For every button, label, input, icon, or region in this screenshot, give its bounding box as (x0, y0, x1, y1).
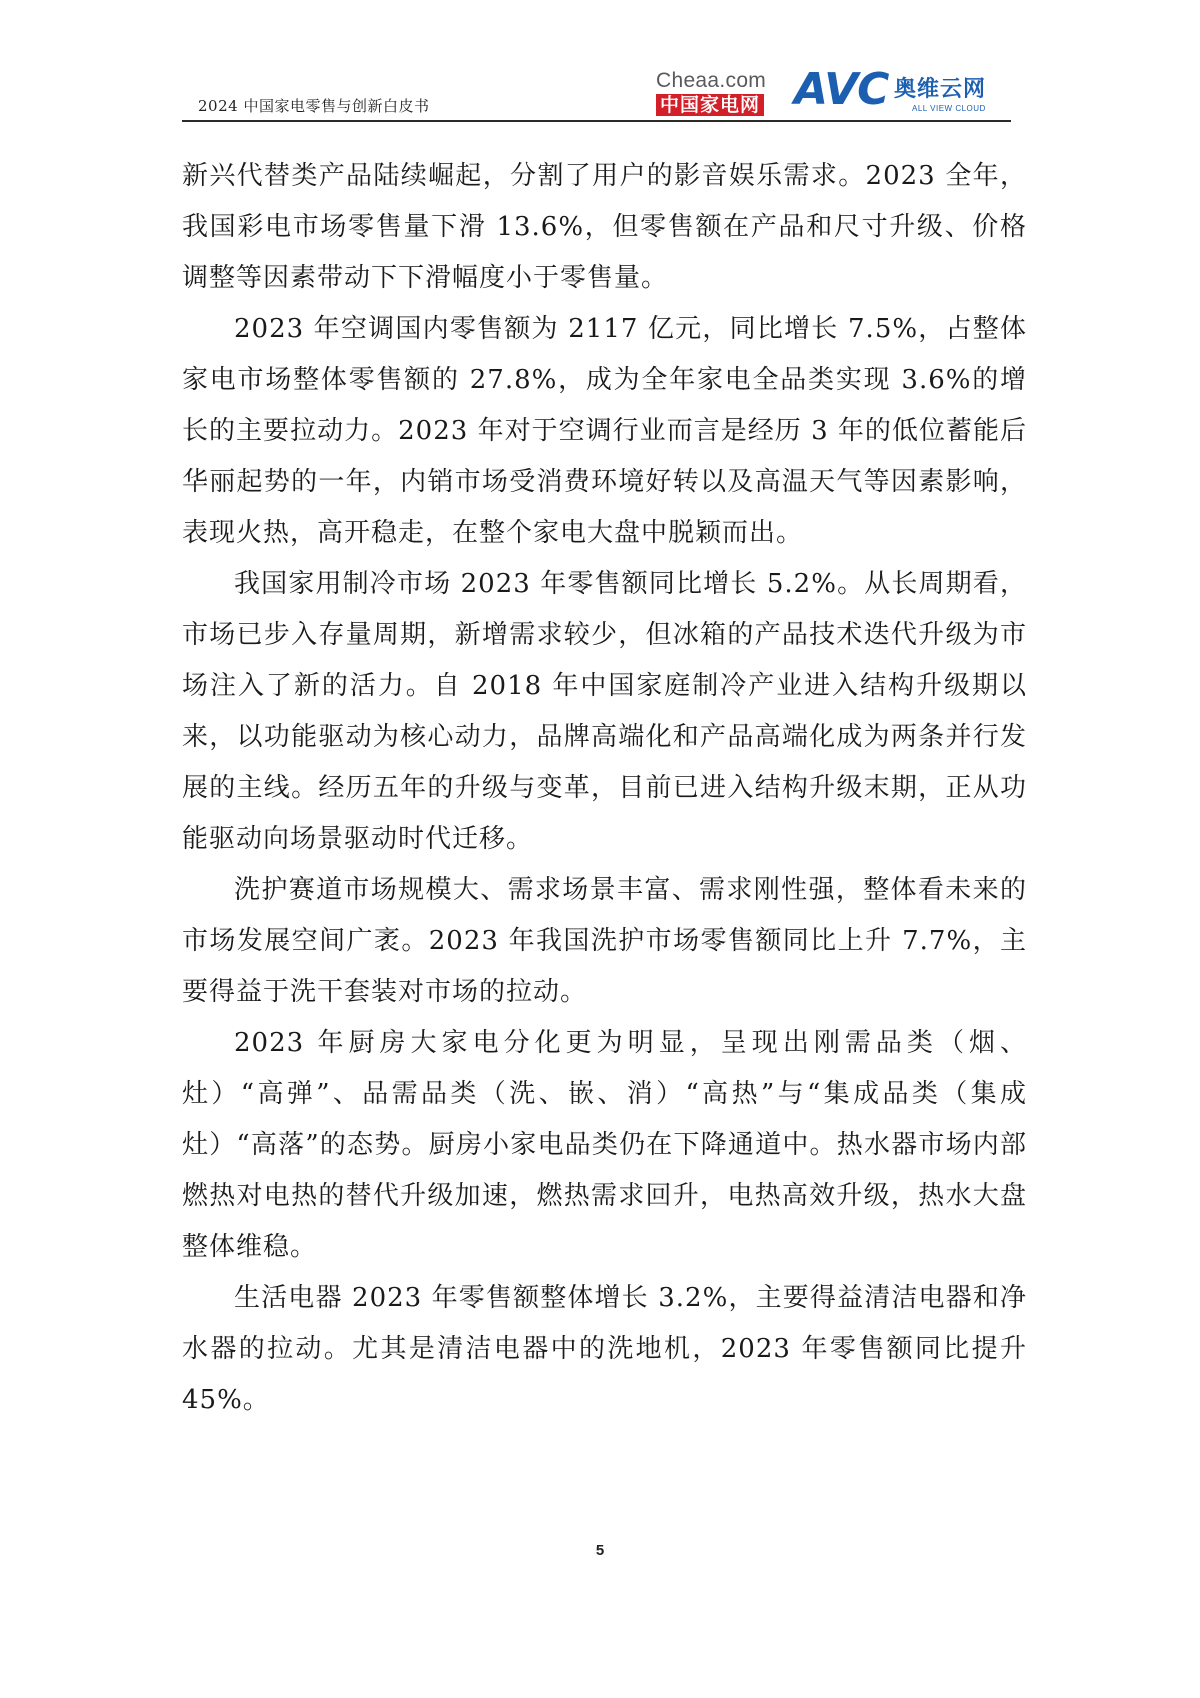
avc-logo-mark: AVC (794, 64, 889, 115)
cheaa-logo (656, 70, 780, 116)
header-divider (182, 120, 1011, 122)
paragraph-air-conditioner: 2023 年空调国内零售额为 2117 亿元，同比增长 7.5%，占整体家电市场整体零售额的 27.8%，成为全年家电全品类实现 3.6%的增长的主要拉动力。2023 年对于空调行业而言是经历 3 年的低位蓄能后华丽起势的一年，内销市场受消费环境好转以及高温天气等因素影响，表现火热，高开稳走，在整个家电大盘中脱颖而出。 (182, 314, 1027, 548)
avc-logo (794, 64, 994, 116)
paragraph-refrigeration: 我国家用制冷市场 2023 年零售额同比增长 5.2%。从长周期看，市场已步入存量周期，新增需求较少，但冰箱的产品技术迭代升级为市场注入了新的活力。自 2018 年中国家庭制冷产业进入结构升级期以来，以功能驱动为核心动力，品牌高端化和产品高端化成为两条并行发展的主线。经历五年的升级与变革，目前已进入结构升级末期，正从功能驱动向场景驱动时代迁移。 (182, 569, 1027, 854)
paragraph-laundry-care: 洗护赛道市场规模大、需求场景丰富、需求刚性强，整体看未来的市场发展空间广袤。2023 年我国洗护市场零售额同比上升 7.7%，主要得益于洗干套装对市场的拉动。 (182, 875, 1027, 1007)
paragraph-tv-market: 新兴代替类产品陆续崛起，分割了用户的影音娱乐需求。2023 全年，我国彩电市场零售量下滑 13.6%，但零售额在产品和尺寸升级、价格调整等因素带动下下滑幅度小于零售量。 (182, 161, 1027, 293)
document-title: 2024 中国家电零售与创新白皮书 (198, 97, 430, 115)
document-body (182, 151, 1027, 1426)
cheaa-logo-latin: Cheaa.com (656, 69, 767, 92)
page-number: 5 (595, 1542, 605, 1559)
cheaa-logo-chinese: 中国家电网 (656, 94, 764, 116)
paragraph-kitchen-appliances: 2023 年厨房大家电分化更为明显，呈现出刚需品类（烟、灶）“高弹”、品需品类（洗、嵌、消）“高热”与“集成品类（集成灶）“高落”的态势。厨房小家电品类仍在下降通道中。热水器市场内部燃热对电热的替代升级加速，燃热需求回升，电热高效升级，热水大盘整体维稳。 (182, 1028, 1027, 1262)
avc-logo-chinese: 奥维云网 (894, 77, 987, 102)
page-header (182, 66, 1011, 122)
paragraph-living-appliances: 生活电器 2023 年零售额整体增长 3.2%，主要得益清洁电器和净水器的拉动。尤其是清洁电器中的洗地机，2023 年零售额同比提升 45%。 (182, 1283, 1027, 1415)
avc-logo-english: ALL VIEW CLOUD (912, 104, 986, 113)
